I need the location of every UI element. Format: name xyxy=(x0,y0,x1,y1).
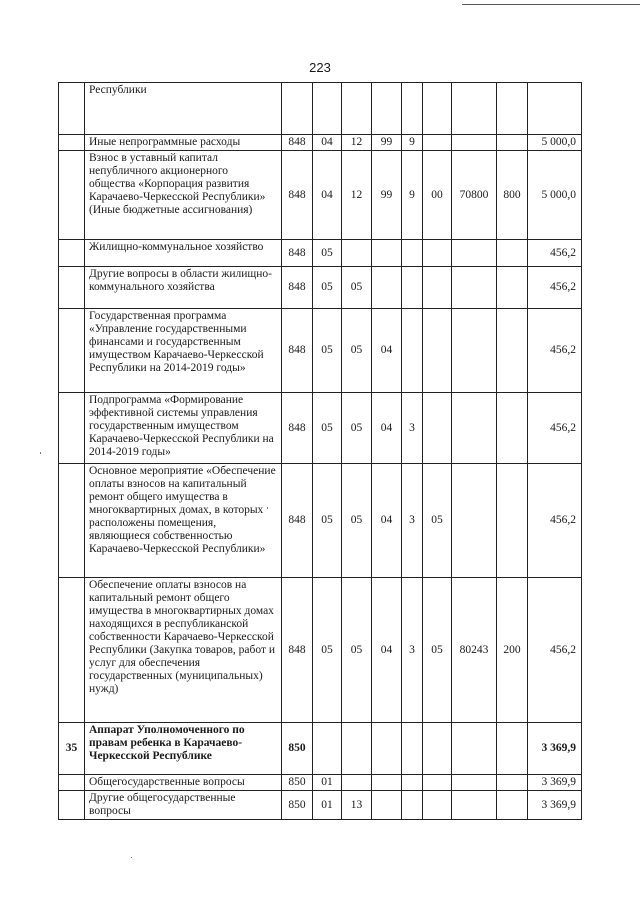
row-sum: 3 369,9 xyxy=(528,775,582,791)
ved-code: 848 xyxy=(282,267,313,309)
subprogram-code xyxy=(402,83,423,135)
ved-code: 848 xyxy=(282,135,313,151)
row-number xyxy=(59,240,85,267)
row-name: Государственная программа «Управление государственными финансами и государственным имуществом Карачаево-Черкесской Республики на 2014-2019 годы» xyxy=(85,309,282,393)
row-sum: 5 000,0 xyxy=(528,151,582,240)
main-activity-code xyxy=(423,240,452,267)
main-activity-code xyxy=(423,135,452,151)
header-rule xyxy=(462,4,640,5)
subsection-code: 05 xyxy=(342,578,372,723)
direction-code xyxy=(452,135,497,151)
subsection-code: 05 xyxy=(342,393,372,464)
page-number: 223 xyxy=(309,60,331,75)
subsection-code: 05 xyxy=(342,464,372,578)
program-code: 04 xyxy=(372,578,402,723)
row-name: Аппарат Уполномоченного по правам ребенка в Карачаево-Черкесской Республике xyxy=(85,723,282,775)
expense-type-code xyxy=(497,135,528,151)
expense-type-code xyxy=(497,775,528,791)
direction-code: 70800 xyxy=(452,151,497,240)
subprogram-code xyxy=(402,791,423,820)
section-code xyxy=(313,83,342,135)
direction-code xyxy=(452,791,497,820)
main-activity-code xyxy=(423,267,452,309)
row-sum: 456,2 xyxy=(528,578,582,723)
row-number xyxy=(59,151,85,240)
subprogram-code: 3 xyxy=(402,393,423,464)
row-number xyxy=(59,309,85,393)
main-activity-code: 05 xyxy=(423,578,452,723)
direction-code xyxy=(452,775,497,791)
row-sum: 5 000,0 xyxy=(528,135,582,151)
subsection-code: 05 xyxy=(342,267,372,309)
program-code xyxy=(372,775,402,791)
subprogram-code xyxy=(402,723,423,775)
subsection-code: 12 xyxy=(342,135,372,151)
row-name: Другие общегосударственные вопросы xyxy=(85,791,282,820)
subsection-code: 13 xyxy=(342,791,372,820)
row-name: Обеспечение оплаты взносов на капитальный ремонт общего имущества в многоквартирных домах находящихся в республиканской собственности Карачаево-Черкесской Республики (Закупка товаров, работ и услуг для обеспечения государственных (муниципальных) нужд) xyxy=(85,578,282,723)
program-code: 04 xyxy=(372,393,402,464)
row-number xyxy=(59,83,85,135)
table-row xyxy=(59,775,582,791)
section-code: 04 xyxy=(313,151,342,240)
row-name: Жилищно-коммунальное хозяйство xyxy=(85,240,282,267)
expense-type-code: 800 xyxy=(497,151,528,240)
direction-code: 80243 xyxy=(452,578,497,723)
expense-type-code xyxy=(497,393,528,464)
main-activity-code: 05 xyxy=(423,464,452,578)
section-code: 05 xyxy=(313,578,342,723)
ved-code: 848 xyxy=(282,240,313,267)
row-name: Взнос в уставный капитал непубличного акционерного общества «Корпорация развития Карачаево-Черкесской Республики» (Иные бюджетные ассигнования) xyxy=(85,151,282,240)
ved-code: 848 xyxy=(282,578,313,723)
expense-type-code xyxy=(497,791,528,820)
expense-type-code xyxy=(497,83,528,135)
row-number xyxy=(59,267,85,309)
expense-type-code xyxy=(497,723,528,775)
expense-type-code xyxy=(497,240,528,267)
row-name: Республики xyxy=(85,83,282,135)
section-code: 01 xyxy=(313,775,342,791)
section-code: 05 xyxy=(313,393,342,464)
main-activity-code xyxy=(423,775,452,791)
direction-code xyxy=(452,309,497,393)
row-number: 35 xyxy=(59,723,85,775)
subprogram-code xyxy=(402,240,423,267)
scan-mark xyxy=(40,452,41,454)
row-number xyxy=(59,791,85,820)
main-activity-code xyxy=(423,393,452,464)
ved-code: 850 xyxy=(282,791,313,820)
scan-mark xyxy=(131,857,132,858)
subprogram-code: 9 xyxy=(402,151,423,240)
direction-code xyxy=(452,83,497,135)
budget-table xyxy=(58,82,582,820)
table-row xyxy=(59,151,582,240)
row-number xyxy=(59,775,85,791)
ved-code: 848 xyxy=(282,464,313,578)
main-activity-code xyxy=(423,309,452,393)
row-name: Общегосударственные вопросы xyxy=(85,775,282,791)
row-name: Основное мероприятие «Обеспечение оплаты взносов на капитальный ремонт общего имущества в многоквартирных домах, в которых расположены помещения, являющиеся собственностью Карачаево-Черкесской Республики» xyxy=(85,464,282,578)
table-row xyxy=(59,267,582,309)
direction-code xyxy=(452,393,497,464)
subsection-code xyxy=(342,83,372,135)
table-row xyxy=(59,309,582,393)
expense-type-code: 200 xyxy=(497,578,528,723)
table-row xyxy=(59,135,582,151)
section-code: 04 xyxy=(313,135,342,151)
row-sum: 456,2 xyxy=(528,267,582,309)
direction-code xyxy=(452,267,497,309)
expense-type-code xyxy=(497,309,528,393)
ved-code: 848 xyxy=(282,151,313,240)
program-code: 99 xyxy=(372,151,402,240)
subsection-code: 12 xyxy=(342,151,372,240)
expense-type-code xyxy=(497,267,528,309)
subprogram-code: 3 xyxy=(402,578,423,723)
row-name: Другие вопросы в области жилищно-коммунального хозяйства xyxy=(85,267,282,309)
table-row xyxy=(59,393,582,464)
ved-code xyxy=(282,83,313,135)
row-number xyxy=(59,135,85,151)
section-code: 05 xyxy=(313,240,342,267)
row-sum: 456,2 xyxy=(528,464,582,578)
table-row xyxy=(59,464,582,578)
ved-code: 850 xyxy=(282,723,313,775)
program-code xyxy=(372,240,402,267)
subsection-code xyxy=(342,775,372,791)
program-code xyxy=(372,723,402,775)
row-sum: 456,2 xyxy=(528,309,582,393)
main-activity-code xyxy=(423,723,452,775)
row-sum xyxy=(528,83,582,135)
section-code: 05 xyxy=(313,309,342,393)
subprogram-code: 9 xyxy=(402,135,423,151)
ved-code: 848 xyxy=(282,309,313,393)
program-code xyxy=(372,791,402,820)
row-sum: 3 369,9 xyxy=(528,791,582,820)
program-code xyxy=(372,267,402,309)
subprogram-code xyxy=(402,309,423,393)
ved-code: 850 xyxy=(282,775,313,791)
table-row xyxy=(59,791,582,820)
expense-type-code xyxy=(497,464,528,578)
row-number xyxy=(59,578,85,723)
subprogram-code xyxy=(402,267,423,309)
scan-mark xyxy=(267,507,268,509)
direction-code xyxy=(452,723,497,775)
program-code xyxy=(372,83,402,135)
section-code: 05 xyxy=(313,464,342,578)
subsection-code xyxy=(342,723,372,775)
subsection-code xyxy=(342,240,372,267)
section-code xyxy=(313,723,342,775)
row-sum: 456,2 xyxy=(528,240,582,267)
main-activity-code xyxy=(423,791,452,820)
section-code: 05 xyxy=(313,267,342,309)
row-number xyxy=(59,393,85,464)
direction-code xyxy=(452,464,497,578)
table-row xyxy=(59,723,582,775)
ved-code: 848 xyxy=(282,393,313,464)
row-sum: 3 369,9 xyxy=(528,723,582,775)
table-row xyxy=(59,578,582,723)
table-body xyxy=(59,83,582,820)
row-sum: 456,2 xyxy=(528,393,582,464)
subprogram-code: 3 xyxy=(402,464,423,578)
direction-code xyxy=(452,240,497,267)
row-number xyxy=(59,464,85,578)
program-code: 04 xyxy=(372,464,402,578)
row-name: Подпрограмма «Формирование эффективной системы управления государственным имуществом Карачаево-Черкесской Республики на 2014-2019 годы» xyxy=(85,393,282,464)
main-activity-code xyxy=(423,83,452,135)
table-row xyxy=(59,240,582,267)
subsection-code: 05 xyxy=(342,309,372,393)
subprogram-code xyxy=(402,775,423,791)
program-code: 99 xyxy=(372,135,402,151)
program-code: 04 xyxy=(372,309,402,393)
table-row xyxy=(59,83,582,135)
section-code: 01 xyxy=(313,791,342,820)
row-name: Иные непрограммные расходы xyxy=(85,135,282,151)
main-activity-code: 00 xyxy=(423,151,452,240)
